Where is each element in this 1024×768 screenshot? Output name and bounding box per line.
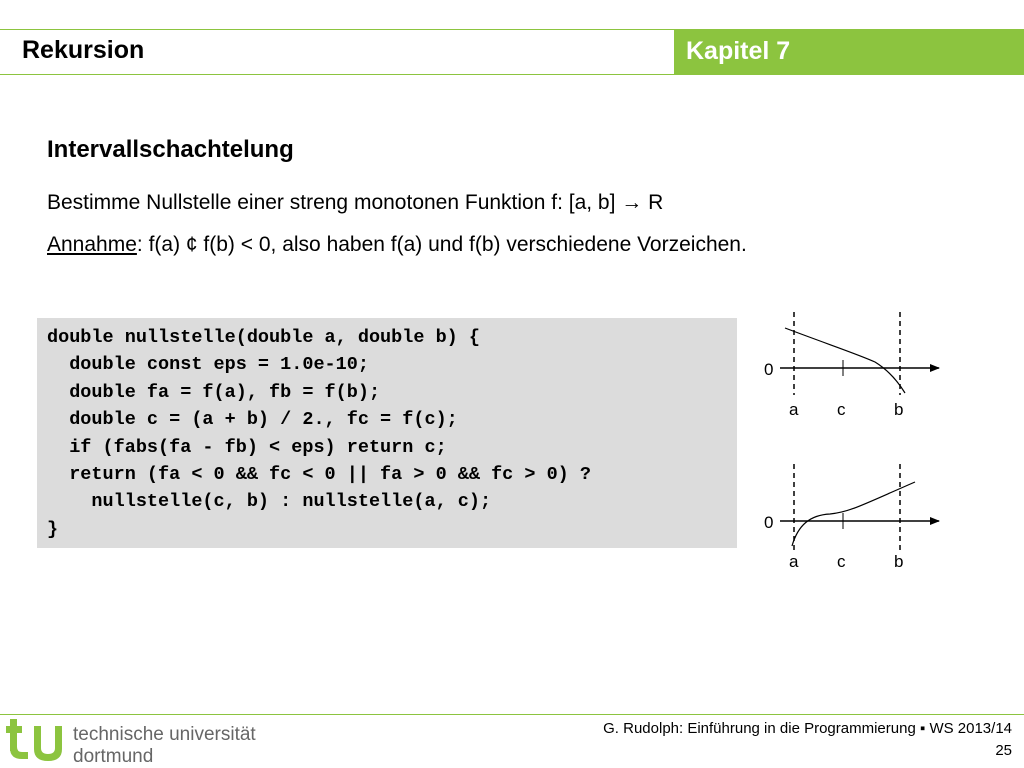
code-line: return (fa < 0 && fc < 0 || fa > 0 && fc > 0) ? bbox=[47, 464, 591, 486]
function-curve bbox=[785, 328, 905, 393]
label-b: b bbox=[894, 552, 904, 571]
function-curve bbox=[792, 482, 915, 546]
decreasing-function-diagram bbox=[764, 312, 939, 419]
code-line: if (fabs(fa - fb) < eps) return c; bbox=[47, 436, 447, 458]
code-line: double c = (a + b) / 2., fc = f(c); bbox=[47, 409, 458, 431]
tu-logo-icon bbox=[4, 716, 70, 766]
footer-citation: G. Rudolph: Einführung in die Programmierung ▪ WS 2013/14 bbox=[603, 720, 1012, 737]
slide-header-title: Rekursion bbox=[22, 36, 145, 64]
header-bottom-rule bbox=[0, 74, 1024, 75]
label-b: b bbox=[894, 400, 904, 419]
label-a: a bbox=[789, 552, 799, 571]
code-line: nullstelle(c, b) : nullstelle(a, c); bbox=[47, 491, 492, 513]
code-line: double const eps = 1.0e-10; bbox=[47, 354, 369, 376]
university-line-1: technische universität bbox=[73, 724, 256, 745]
annahme-text: : f(a) ¢ f(b) < 0, also haben f(a) und f(b) verschiedene Vorzeichen. bbox=[136, 233, 747, 256]
bisection-diagrams bbox=[750, 300, 960, 590]
label-a: a bbox=[789, 400, 799, 419]
body-line-1: Bestimme Nullstelle einer streng monotonen Funktion f: [a, b] → R bbox=[47, 191, 664, 214]
annahme-label: Annahme bbox=[47, 233, 137, 256]
code-line: double nullstelle(double a, double b) { bbox=[47, 327, 480, 348]
page-number: 25 bbox=[995, 742, 1012, 759]
label-c: c bbox=[837, 400, 846, 419]
code-line: double fa = f(a), fb = f(b); bbox=[47, 381, 381, 403]
section-title: Intervallschachtelung bbox=[47, 136, 294, 163]
university-name bbox=[73, 724, 256, 768]
university-line-2: dortmund bbox=[73, 746, 154, 767]
code-block bbox=[37, 318, 737, 548]
footer-rule bbox=[0, 714, 1024, 715]
body-line-2 bbox=[47, 233, 747, 257]
chapter-label: Kapitel 7 bbox=[686, 37, 791, 65]
zero-label: 0 bbox=[764, 513, 774, 532]
label-c: c bbox=[837, 552, 846, 571]
chapter-badge bbox=[674, 30, 1024, 74]
code-line: } bbox=[47, 518, 59, 540]
code-listing bbox=[47, 324, 591, 543]
increasing-function-diagram bbox=[764, 464, 939, 571]
zero-label: 0 bbox=[764, 360, 774, 379]
